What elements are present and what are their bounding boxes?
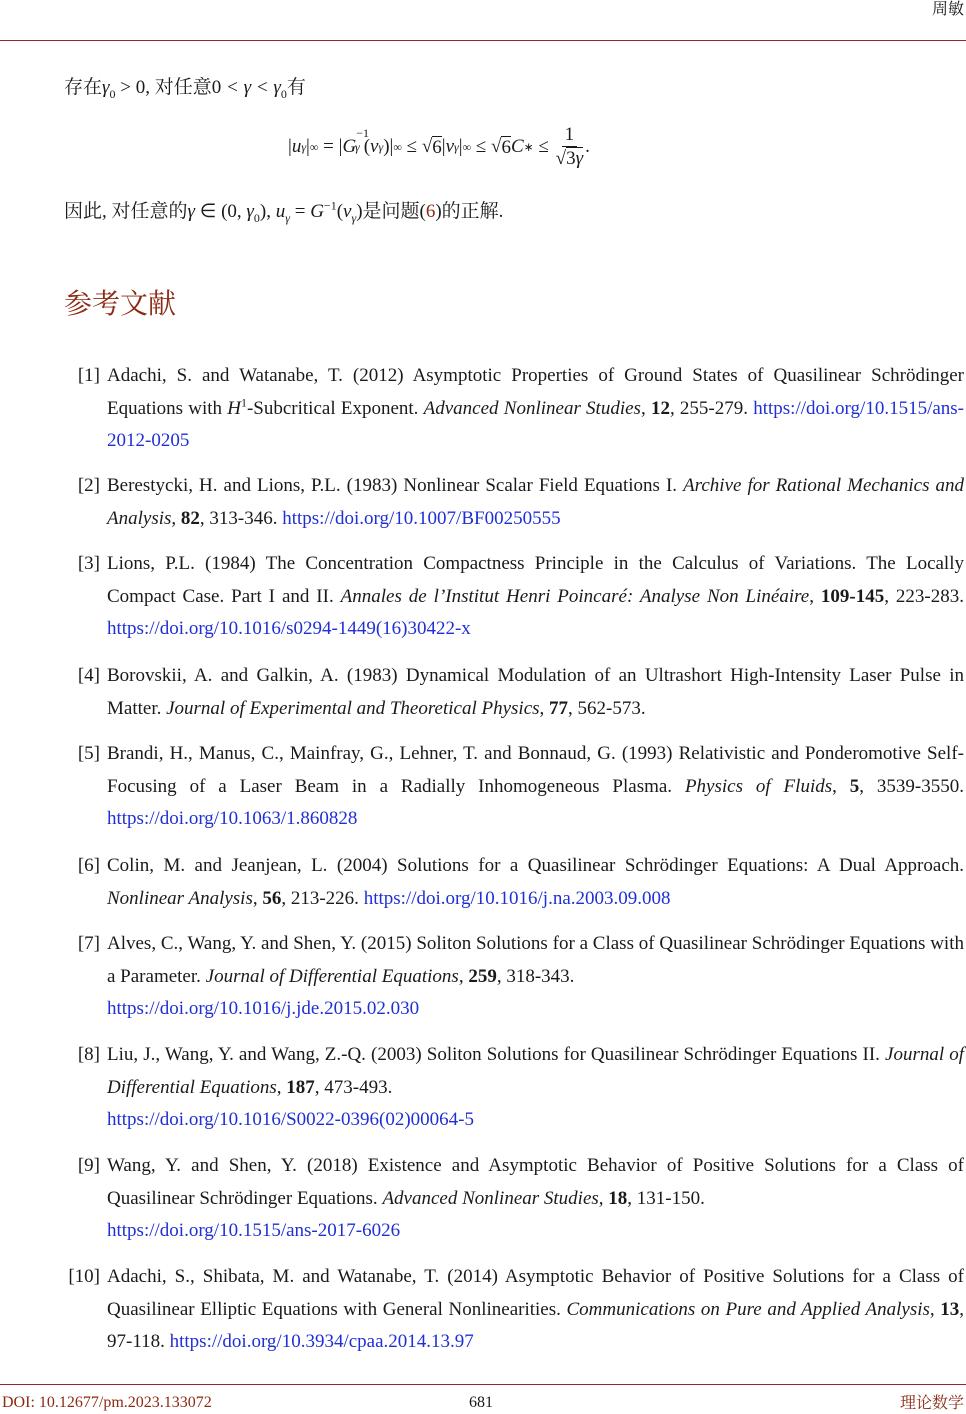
footer-divider (0, 1384, 966, 1385)
reference-journal: Physics of Fluids (684, 775, 833, 797)
header-author: 周敏 (931, 0, 964, 18)
reference-journal: Advanced Nonlinear Studies (423, 397, 641, 419)
reference-journal: Advanced Nonlinear Studies (382, 1187, 599, 1209)
reference-journal: Annales de l’Institut Henri Poincaré: Analyse Non Linéaire (340, 585, 810, 607)
reference-number: [10] (68, 1266, 100, 1287)
reference-volume: 12 (650, 397, 670, 419)
reference-volume: 56 (262, 887, 282, 909)
reference-pages: , 213-226. (281, 887, 364, 909)
reference-text: Colin, M. and Jeanjean, L. (2004) Solutions for a Quasilinear Schrödinger Equations: A Dual Approach. (107, 855, 964, 876)
page-number: 681 (469, 1394, 493, 1411)
reference-doi-link[interactable]: https://doi.org/10.1016/j.jde.2015.02.030 (107, 998, 420, 1019)
reference-pages: , 473-493. (314, 1076, 393, 1098)
reference-pages: , 223-283. (884, 585, 965, 607)
reference-volume: 187 (286, 1076, 315, 1098)
text-fragment: , 对任意 (145, 77, 212, 98)
reference-doi-link[interactable]: https://doi.org/10.1515/ans-2012-0205 (107, 397, 964, 451)
reference-doi-link[interactable]: https://doi.org/10.1063/1.860828 (107, 808, 358, 829)
fraction: $\frac{1}{√3\gamma}$ (555, 123, 584, 169)
reference-doi-link[interactable]: https://doi.org/10.1007/BF00250555 (282, 507, 561, 529)
reference-item: [2] Berestycki, H. and Lions, P.L. (1983) Nonlinear Scalar Field Equations I. Archive for Rational Mechanics and Analysis, 82, 313-346. https://doi.org/10.1007/BF00250555 (64, 470, 964, 535)
reference-volume: 13 (940, 1298, 960, 1320)
reference-number: [6] (77, 855, 100, 876)
math-gamma0: $\gamma_0 > 0$ (102, 77, 146, 101)
text-fragment: 有 (286, 77, 306, 98)
reference-item: [1] Adachi, S. and Watanabe, T. (2012) Asymptotic Properties of Ground States of Quasilinear Schrödinger Equations with $H^1$-Subcritical Exponent. Advanced Nonlinear Studies, 12, 255-279. https://doi.org/10.1515/ans-2012-0205 (64, 360, 964, 458)
reference-text: Adachi, S., Shibata, M. and Watanabe, T. (2014) Asymptotic Behavior of Positive Solutions for a Class of Quasilinear Elliptic Equations with General Nonlinearities. (107, 1266, 964, 1320)
reference-text: Wang, Y. and Shen, Y. (2018) Existence and Asymptotic Behavior of Positive Solutions for a Class of Quasilinear Schrödinger Equations. (107, 1155, 964, 1209)
reference-item: [3] Lions, P.L. (1984) The Concentration Compactness Principle in the Calculus of Variations. The Locally Compact Case. Part I and II. Annales de l’Institut Henri Poincaré: Analyse Non Linéaire, 109-145, 223-283. https://doi.org/10.1016/s0294-1449(16)30422-x (64, 548, 964, 646)
text-fragment: 因此, 对任意的 (64, 201, 188, 222)
reference-volume: 77 (549, 697, 569, 719)
reference-number: [9] (77, 1155, 100, 1176)
reference-journal: Journal of Experimental and Theoretical Physics (166, 697, 540, 719)
reference-item: [4] Borovskii, A. and Galkin, A. (1983) Dynamical Modulation of an Ultrashort High-Intensity Laser Pulse in Matter. Journal of Experimental and Theoretical Physics, 77, 562-573. (64, 660, 964, 725)
reference-text: Liu, J., Wang, Y. and Wang, Z.-Q. (2003) Soliton Solutions for Quasilinear Schrödinger Equations II. (107, 1044, 886, 1065)
reference-number: [1] (77, 365, 100, 386)
reference-text: Alves, C., Wang, Y. and Shen, Y. (2015) Soliton Solutions for a Class of Quasilinear Schrödinger Equations with a Parameter. (107, 933, 964, 987)
reference-item: [6] Colin, M. and Jeanjean, L. (2004) Solutions for a Quasilinear Schrödinger Equations: A Dual Approach. Nonlinear Analysis, 56, 213-226. https://doi.org/10.1016/j.na.2003.09.008 (64, 850, 964, 915)
text-fragment: )的正解. (435, 201, 504, 222)
reference-volume: 5 (849, 775, 860, 797)
reference-text: Adachi, S. and Watanabe, T. (2012) Asymptotic Properties of Ground States of Quasilinear Schrödinger Equations with (107, 365, 964, 419)
reference-volume: 82 (180, 507, 200, 529)
header-divider (0, 40, 966, 41)
reference-doi-link[interactable]: https://doi.org/10.3934/cpaa.2014.13.97 (169, 1331, 474, 1352)
reference-pages: , 562-573. (568, 697, 646, 719)
reference-text: -Subcritical Exponent. (246, 397, 424, 419)
text-fragment: 存在 (64, 77, 103, 98)
reference-pages: , 318-343. (496, 965, 575, 987)
reference-text: Lions, P.L. (1984) The Concentration Compactness Principle in the Calculus of Variations. The Locally Compact Case. Part I and II. (107, 553, 964, 607)
math-interval: γ ∈ (0, $\gamma_0$) (187, 201, 267, 225)
reference-item: [5] Brandi, H., Manus, C., Mainfray, G., Lehner, T. and Bonnaud, G. (1993) Relativistic and Ponderomotive Self-Focusing of a Laser Beam in a Radially Inhomogeneous Plasma. Physics of Fluids, 5, 3539-3550. https://doi.org/10.1063/1.860828 (64, 738, 964, 836)
reference-pages: , 3539-3550. (859, 775, 965, 797)
reference-pages: , 97-118. (107, 1298, 965, 1352)
display-equation: | u γ | ∞ = | G −1γ ( v γ )| ∞ ≤ √ 6 | v γ | ∞ ≤ √ 6 C ∗ ≤ $\frac{1}{√3\gamma}$ . (288, 123, 590, 169)
reference-pages: , 131-150. (627, 1187, 705, 1209)
reference-number: [4] (77, 665, 100, 686)
reference-number: [7] (77, 933, 100, 954)
reference-pages: , 313-346. (199, 507, 283, 529)
reference-journal: Journal of Differential Equations (205, 965, 459, 987)
reference-text: Borovskii, A. and Galkin, A. (1983) Dynamical Modulation of an Ultrashort High-Intensity Laser Pulse in Matter. (107, 665, 964, 719)
reference-journal: Archive for Rational Mechanics and Analysis (107, 475, 964, 529)
reference-item: [10] Adachi, S., Shibata, M. and Watanabe, T. (2014) Asymptotic Behavior of Positive Solutions for a Class of Quasilinear Elliptic Equations with General Nonlinearities. Communications on Pure and Applied Analysis, 13, 97-118. https://doi.org/10.3934/cpaa.2014.13.97 (64, 1261, 964, 1359)
reference-journal: Communications on Pure and Applied Analysis (566, 1298, 930, 1320)
reference-doi-link[interactable]: https://doi.org/10.1016/S0022-0396(02)00064-5 (107, 1109, 474, 1130)
reference-item: [9] Wang, Y. and Shen, Y. (2018) Existence and Asymptotic Behavior of Positive Solutions for a Class of Quasilinear Schrödinger Equations. Advanced Nonlinear Studies, 18, 131-150. https://doi.org/10.1515/ans-2017-6026 (64, 1150, 964, 1248)
reference-pages: , 255-279. (669, 397, 754, 419)
reference-text: Brandi, H., Manus, C., Mainfray, G., Lehner, T. and Bonnaud, G. (1993) Relativistic and Ponderomotive Self-Focusing of a Laser Beam in a Radially Inhomogeneous Plasma. (107, 743, 964, 797)
reference-doi-link[interactable]: https://doi.org/10.1016/j.na.2003.09.008 (363, 887, 671, 909)
existence-statement (64, 76, 306, 100)
section-title-references: 参考文献 (64, 287, 177, 320)
reference-item: [8] Liu, J., Wang, Y. and Wang, Z.-Q. (2003) Soliton Solutions for Quasilinear Schrödinger Equations II. Journal of Differential Equations, 187, 473-493. https://doi.org/10.1016/S0022-0396(02)00064-5 (64, 1039, 964, 1137)
footer-doi[interactable]: DOI: 10.12677/pm.2023.133072 (2, 1394, 212, 1411)
reference-journal: Nonlinear Analysis (107, 887, 253, 909)
footer-journal-name[interactable]: 理论数学 (899, 1393, 964, 1412)
reference-volume: 109-145 (820, 585, 885, 607)
reference-journal: Journal of Differential Equations (107, 1044, 964, 1098)
reference-text: Berestycki, H. and Lions, P.L. (1983) Nonlinear Scalar Field Equations I. (107, 475, 684, 496)
conclusion-statement: 因此, 对任意的γ ∈ (0, $\gamma_0$), $u_\gamma = G^{-1}(v_\gamma)$是问题(6)的正解. (64, 198, 504, 225)
reference-number: [5] (77, 743, 100, 764)
math-superscript: 1 (240, 395, 247, 410)
reference-volume: 18 (608, 1187, 628, 1209)
reference-volume: 259 (468, 965, 497, 987)
reference-doi-link[interactable]: https://doi.org/10.1016/s0294-1449(16)30422-x (107, 618, 471, 639)
math-range: $0 < \gamma < \gamma_0$ (211, 77, 287, 101)
math-symbol: H (227, 397, 241, 419)
reference-item: [7] Alves, C., Wang, Y. and Shen, Y. (2015) Soliton Solutions for a Class of Quasilinear Schrödinger Equations with a Parameter. Journal of Differential Equations, 259, 318-343. https://doi.org/10.1016/j.jde.2015.02.030 (64, 928, 964, 1026)
reference-number: [8] (77, 1044, 100, 1065)
text-fragment: 是问题( (362, 201, 426, 222)
equation-crossref[interactable]: 6 (425, 201, 436, 222)
reference-number: [2] (77, 475, 100, 496)
math-solution: $u_\gamma = G^{-1}(v_\gamma)$ (275, 198, 363, 225)
reference-doi-link[interactable]: https://doi.org/10.1515/ans-2017-6026 (107, 1220, 401, 1241)
reference-number: [3] (77, 553, 100, 574)
